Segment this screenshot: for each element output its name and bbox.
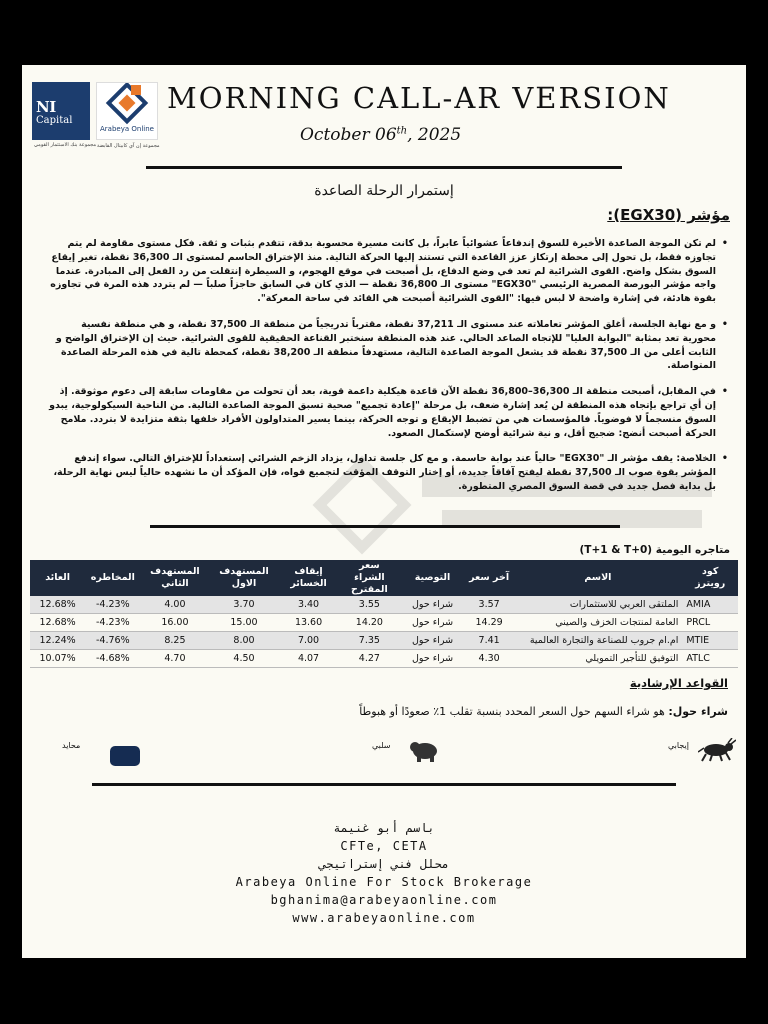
cell-target-2: 4.00 bbox=[140, 596, 209, 614]
cell-code: AMIA bbox=[682, 596, 738, 614]
cell-return: 12.68% bbox=[30, 596, 85, 614]
cell-last-price: 4.30 bbox=[465, 650, 514, 668]
bear-icon bbox=[408, 737, 440, 763]
cell-name: ام.ام جروب للصناعة والتجارة العالمية bbox=[513, 632, 682, 650]
col-target-1: المستهدف الاول bbox=[209, 560, 278, 596]
cell-risk: -4.76% bbox=[85, 632, 140, 650]
cell-recommendation: شراء حول bbox=[400, 614, 465, 632]
analysis-bullet-3: • في المقابل، أصبحت منطقة الـ 36,300–36,800 نقطة الآن قاعدة هيكلية داعمة قوية، بعد أن تحولت من مقاومات سابقة إلى دعوم موثوقة. إذ إن أي تراجع بإتجاه هذه المنطقة لن يُعد إشارة ضعف، بل مرحلة "إعادة تجميع" صحية تسبق الموجة الصاعدة التالية. من الناحية السيكولوجية، يبدو السوق منسجماً لا فوضوياً. فالمؤسسات هي من تضبط الإيقاع و توجه الحركة، بينما يسير المتداولون الأفراد خلفها بثقة متزايدة لا بتردد. ملامح الحركة أصبحت أنضج: ضجيج أقل، و نية شرائية أوضح لإستكمال الصعود. bbox=[48, 385, 728, 440]
ni-logo-line1: NI bbox=[36, 98, 56, 116]
analyst-certs: CFTe, CETA bbox=[340, 839, 428, 853]
arabeya-logo-label: Arabeya Online bbox=[100, 125, 154, 133]
cell-risk: -4.68% bbox=[85, 650, 140, 668]
cell-name: العامة لمنتجات الخزف والصيني bbox=[513, 614, 682, 632]
legend-negative-label: سلبي bbox=[372, 741, 391, 750]
cell-last-price: 7.41 bbox=[465, 632, 514, 650]
cell-target-1: 4.50 bbox=[209, 650, 278, 668]
cell-return: 10.07% bbox=[30, 650, 85, 668]
daily-trades-title: متاجره اليومية (T+1 & T+0) bbox=[579, 544, 730, 556]
cell-stop-loss: 7.00 bbox=[279, 632, 339, 650]
col-last-price: آخر سعر bbox=[465, 560, 514, 596]
cell-last-price: 14.29 bbox=[465, 614, 514, 632]
cell-stop-loss: 13.60 bbox=[279, 614, 339, 632]
cell-target-2: 4.70 bbox=[140, 650, 209, 668]
report-page bbox=[22, 65, 746, 958]
header-divider bbox=[146, 166, 622, 169]
analysis-bullet-1: • لم تكن الموجة الصاعدة الأخيرة للسوق إندفاعاً عشوائياً عابراً، بل كانت مسيرة محسوبة بدقة، تتقدم بثبات و ثقة. فكل مستوى مقاومة لم يتم تجاوزه فقط، بل تحول إلى محطة إرتكاز عزز القاعدة التي تستند إليها الحركة التالية. منذ الإختراق الحاسم لمستوى الـ 36,300 نقطة، تغير إيقاع السوق بشكل واضح. القوى الشرائية لم تعد في وضع الدفاع، بل أصبحت في موقع الهجوم، و السيطرة إنتقلت من رد الفعل إلى المبادرة. عندما واجه مؤشر البورصة المصرية الرئيسي "EGX30" مستوى الـ 36,800 نقطة — الذي كان في السابق حاجزاً صلباً — لم يتردد هذه المرة في تجاوزه بقوة هادئة، في إشارة واضحة لا لبس فيها: "القوى الشرائية أصبحت هي القائد في ساحة المعركة". bbox=[48, 237, 728, 306]
rules-heading: القواعد الإرشادية bbox=[629, 676, 728, 690]
index-heading bbox=[607, 206, 730, 224]
date-month-day: October 06 bbox=[300, 125, 397, 145]
col-target-2: المستهدف الثاني bbox=[140, 560, 209, 596]
arabeya-logo-subtitle: مجموعة إن آي كابيتال القابضة bbox=[97, 143, 160, 149]
section-divider bbox=[150, 525, 620, 528]
cell-last-price: 3.57 bbox=[465, 596, 514, 614]
cell-recommendation: شراء حول bbox=[400, 650, 465, 668]
rules-definition: هو شراء السهم حول السعر المحدد بنسبة تقلب 1٪ صعودًا أو هبوطاً bbox=[359, 705, 669, 718]
cell-code: PRCL bbox=[682, 614, 738, 632]
cell-stop-loss: 3.40 bbox=[279, 596, 339, 614]
cell-code: ATLC bbox=[682, 650, 738, 668]
table-header-row bbox=[30, 560, 738, 596]
company-website: www.arabeyaonline.com bbox=[292, 911, 476, 925]
col-return: العائد bbox=[30, 560, 85, 596]
analysis-bullet-2: • و مع نهاية الجلسة، أغلق المؤشر تعاملاته عند مستوى الـ 37,211 نقطة، مقترباً تدريجياً من منطقة الـ 37,500 نقطة، و هي منطقة نفسية محورية تعد بمثابة "البوابة العليا" للإتجاه الصاعد الحالي. عند هذه المنطقة سنختبر القناعة الحقيقية للقوى الشرائية. حيث إن الإختراق الواضح و الثابت أعلى من الـ 37,500 نقطة قد يشعل الموجة الصاعدة التالية، مستهدفاً منطقة الـ 38,200 نقطة، كمحطة تالية في هذه المرحلة الصاعدة المتواصلة. bbox=[48, 318, 728, 373]
col-name: الاسم bbox=[513, 560, 682, 596]
index-heading-text: مؤشر (EGX30): bbox=[607, 206, 730, 224]
cell-buy-price: 4.27 bbox=[339, 650, 401, 668]
cell-name: التوفيق للتأجير التمويلي bbox=[513, 650, 682, 668]
ni-logo-line2: Capital bbox=[36, 115, 73, 126]
cell-return: 12.24% bbox=[30, 632, 85, 650]
analyst-role: محلل فني إستراتيجي bbox=[318, 857, 450, 871]
cell-recommendation: شراء حول bbox=[400, 596, 465, 614]
date-year: , 2025 bbox=[407, 125, 462, 145]
recommendations-table bbox=[30, 560, 738, 668]
cell-buy-price: 7.35 bbox=[339, 632, 401, 650]
neutral-indicator-icon bbox=[110, 746, 140, 766]
arabeya-logo-icon bbox=[97, 83, 157, 125]
analysis-bullets bbox=[48, 237, 728, 506]
rules-text bbox=[359, 705, 728, 718]
ni-capital-logo bbox=[32, 82, 97, 148]
col-risk: المخاطره bbox=[85, 560, 140, 596]
table-row bbox=[30, 632, 738, 650]
analysis-bullet-4: • الخلاصة: يقف مؤشر الـ "EGX30" حالياً عند بوابة حاسمة. و مع كل جلسة تداول، يزداد الزخم الشرائي إستعداداً للإختراق التالي. سواء إندفع المؤشر بقوة صوب الـ 37,500 نقطة ليفتح آفاقاً جديدة، أو إختار التوقف المؤقت لتجميع قواه، فإن المؤكد أن ما نشهده حالياً ليس نهاية الرحلة، بل بداية فصل جديد في قصة السوق المصري المتطورة. bbox=[48, 452, 728, 493]
analyst-name: باسم أبو غنيمة bbox=[333, 821, 435, 835]
table-row bbox=[30, 614, 738, 632]
arabeya-online-logo bbox=[96, 82, 160, 149]
cell-target-1: 8.00 bbox=[209, 632, 278, 650]
report-subtitle: إستمرار الرحلة الصاعدة bbox=[314, 183, 454, 199]
cell-risk: -4.23% bbox=[85, 614, 140, 632]
cell-code: MTIE bbox=[682, 632, 738, 650]
table-row bbox=[30, 596, 738, 614]
cell-risk: -4.23% bbox=[85, 596, 140, 614]
rules-term: شراء حول: bbox=[668, 705, 728, 718]
col-stop-loss: إيقاف الخسائر bbox=[279, 560, 339, 596]
date-suffix: th bbox=[396, 125, 408, 137]
cell-return: 12.68% bbox=[30, 614, 85, 632]
bull-icon bbox=[698, 738, 736, 762]
report-date bbox=[300, 125, 461, 145]
ni-logo-subtitle: مجموعة بنك الاستثمار القومي bbox=[34, 142, 97, 148]
cell-target-1: 3.70 bbox=[209, 596, 278, 614]
col-recommendation: التوصية bbox=[400, 560, 465, 596]
cell-name: الملتقى العربي للاستثمارات bbox=[513, 596, 682, 614]
report-title: MORNING CALL-AR VERSION bbox=[167, 81, 671, 115]
legend-neutral-label: محايد bbox=[62, 741, 81, 750]
cell-buy-price: 14.20 bbox=[339, 614, 401, 632]
cell-stop-loss: 4.07 bbox=[279, 650, 339, 668]
footer-divider bbox=[92, 783, 676, 786]
legend-positive-label: إيجابي bbox=[668, 741, 689, 750]
table-row bbox=[30, 650, 738, 668]
cell-target-2: 8.25 bbox=[140, 632, 209, 650]
col-buy-price: سعر الشراء المقترح bbox=[339, 560, 401, 596]
cell-buy-price: 3.55 bbox=[339, 596, 401, 614]
company-name: Arabeya Online For Stock Brokerage bbox=[235, 875, 533, 889]
cell-target-2: 16.00 bbox=[140, 614, 209, 632]
cell-target-1: 15.00 bbox=[209, 614, 278, 632]
cell-recommendation: شراء حول bbox=[400, 632, 465, 650]
analyst-email: bghanima@arabeyaonline.com bbox=[270, 893, 498, 907]
col-reuters-code: كود رويترز bbox=[682, 560, 738, 596]
